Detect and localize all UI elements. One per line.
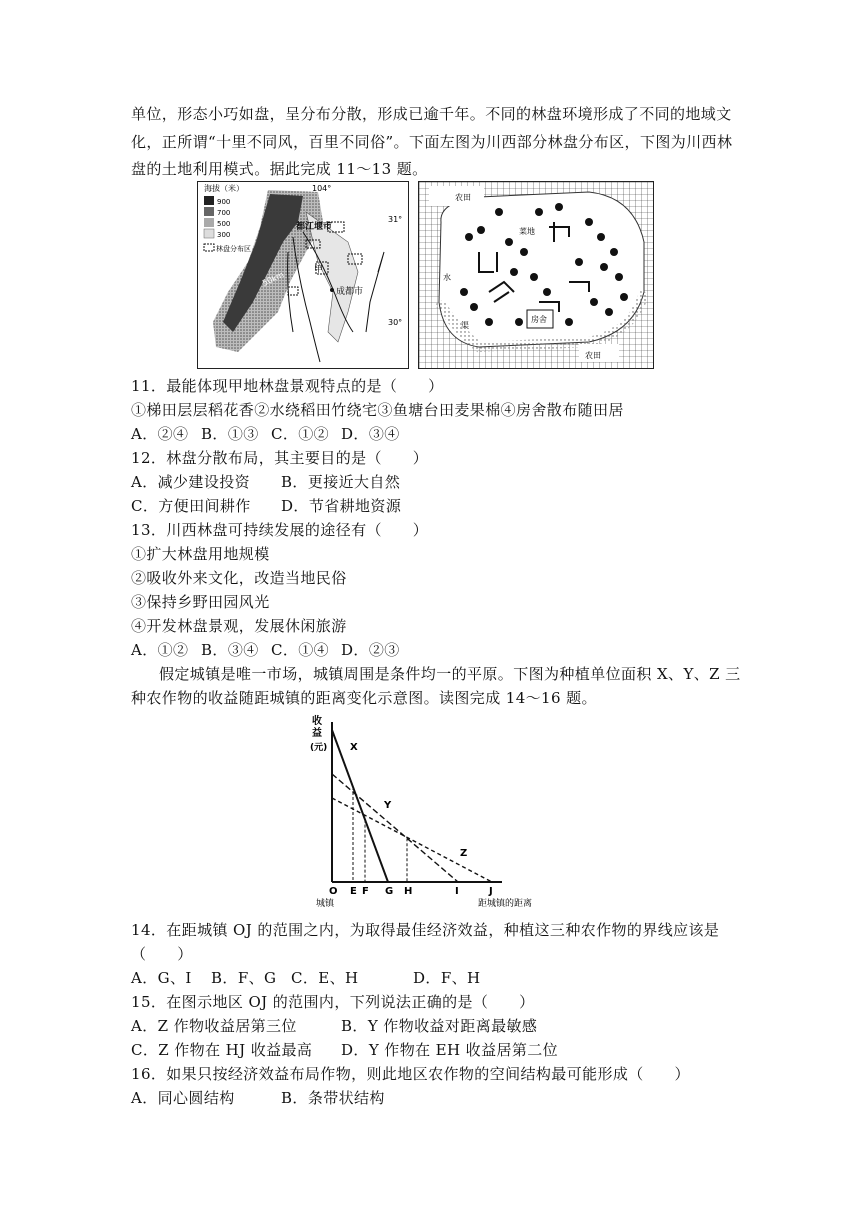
intro-line-3: 盘的土地利用模式。据此完成 11～13 题。 bbox=[131, 160, 428, 178]
q11-choices: ①梯田层层稻花香②水绕稻田竹绕宅③鱼塘台田麦果棉④房舍散布随田居 bbox=[131, 401, 624, 419]
q11-option-b[interactable]: B．①③ bbox=[201, 425, 259, 443]
q12-option-b[interactable]: B．更接近大自然 bbox=[281, 473, 401, 491]
revenue-distance-chart bbox=[302, 710, 558, 912]
q15-options-row1 bbox=[131, 1015, 537, 1037]
series-label-x: X bbox=[350, 742, 358, 753]
passage2-line-2: 种农作物的收益随距城镇的距离变化示意图。读图完成 14～16 题。 bbox=[131, 689, 597, 707]
origin-town-label: 城镇 bbox=[316, 899, 335, 909]
q14-option-a[interactable]: A．G、I bbox=[131, 969, 192, 987]
q14-options bbox=[131, 967, 481, 989]
q13-option-c[interactable]: C．①④ bbox=[271, 641, 330, 659]
series-line-z bbox=[332, 798, 492, 882]
series-label-z: Z bbox=[460, 848, 468, 859]
q14-paren: （ ） bbox=[131, 945, 193, 963]
q14-stem: 14．在距城镇 OJ 的范围之内，为取得最佳经济效益，种植这三种农作物的界线应该是 bbox=[131, 921, 720, 939]
q11-options bbox=[131, 423, 400, 445]
nongtian-top-label: 农田 bbox=[455, 193, 471, 202]
linpan-distribution-map bbox=[197, 181, 409, 369]
x-tick-h: H bbox=[404, 886, 413, 897]
chart-ylabel-2: 益 bbox=[312, 728, 322, 739]
x-tick-i: I bbox=[455, 886, 459, 897]
q13-item-4: ④开发林盘景观，发展休闲旅游 bbox=[131, 617, 347, 635]
series-label-y: Y bbox=[384, 800, 392, 811]
legend-300: 300 bbox=[217, 231, 231, 239]
x-tick-j: J bbox=[489, 886, 493, 897]
jia-label: 甲 bbox=[314, 265, 324, 275]
q16-options bbox=[131, 1087, 385, 1109]
chart-ylabel-1: 收 bbox=[312, 716, 322, 727]
q13-options bbox=[131, 639, 400, 661]
q13-item-2: ②吸收外来文化，改造当地民俗 bbox=[131, 569, 347, 587]
q15-option-c[interactable]: C．Z 作物在 HJ 收益最高 bbox=[131, 1041, 313, 1059]
latitude-30-label: 30° bbox=[388, 318, 403, 327]
q13-option-b[interactable]: B．③④ bbox=[201, 641, 259, 659]
series-line-y bbox=[332, 774, 458, 882]
q14-option-c[interactable]: C．E、H bbox=[291, 969, 359, 987]
q16-option-b[interactable]: B．条带状结构 bbox=[281, 1089, 385, 1107]
q12-stem: 12．林盘分散布局，其主要目的是（ ） bbox=[131, 449, 429, 467]
q15-option-b[interactable]: B．Y 作物收益对距离最敏感 bbox=[341, 1017, 538, 1035]
nongtian-bottom-label: 农田 bbox=[585, 351, 601, 360]
q15-option-d[interactable]: D．Y 作物在 EH 收益居第二位 bbox=[341, 1041, 559, 1059]
q11-option-d[interactable]: D．③④ bbox=[341, 425, 400, 443]
q15-stem: 15．在图示地区 OJ 的范围内，下列说法正确的是（ ） bbox=[131, 993, 535, 1011]
shui-label: 水 bbox=[443, 273, 451, 282]
q12-options-row2 bbox=[131, 495, 401, 517]
latitude-31-label: 31° bbox=[388, 215, 403, 224]
q14-option-d[interactable]: D．F、H bbox=[413, 969, 481, 987]
x-tick-e: E bbox=[350, 886, 357, 897]
dujiangyan-label: 都江堰市 bbox=[296, 222, 333, 232]
chart-xlabel: 距城镇的距离 bbox=[478, 899, 533, 909]
q13-item-3: ③保持乡野田园风光 bbox=[131, 593, 270, 611]
q14-option-b[interactable]: B．F、G bbox=[211, 969, 277, 987]
intro-line-1: 单位，形态小巧如盘，呈分布分散，形成已逾千年。不同的林盘环境形成了不同的地域文 bbox=[131, 105, 732, 123]
q13-option-d[interactable]: D．②③ bbox=[341, 641, 400, 659]
series-line-x bbox=[332, 730, 388, 882]
revenue-distance-chart-svg bbox=[302, 710, 558, 912]
chengdu-label: 成都市 bbox=[336, 287, 364, 297]
q13-stem: 13．川西林盘可持续发展的途径有（ ） bbox=[131, 521, 429, 539]
x-tick-g: G bbox=[385, 886, 394, 897]
q15-option-a[interactable]: A．Z 作物收益居第三位 bbox=[131, 1017, 297, 1035]
q12-option-c[interactable]: C．方便田间耕作 bbox=[131, 497, 251, 515]
fangshe-label: 房舍 bbox=[531, 315, 547, 324]
q12-option-d[interactable]: D．节省耕地资源 bbox=[281, 497, 402, 515]
q11-option-c[interactable]: C．①② bbox=[271, 425, 330, 443]
q12-options-row1 bbox=[131, 471, 400, 493]
legend-900: 900 bbox=[217, 198, 231, 206]
chart-ylabel-3: (元) bbox=[310, 743, 328, 753]
x-tick-o: O bbox=[329, 886, 338, 897]
legend-linpan: 林盘分布区 bbox=[216, 245, 251, 253]
q16-option-a[interactable]: A．同心圆结构 bbox=[131, 1089, 235, 1107]
q12-option-a[interactable]: A．减少建设投资 bbox=[131, 473, 251, 491]
longitude-label: 104° bbox=[312, 184, 332, 193]
q13-item-1: ①扩大林盘用地规模 bbox=[131, 545, 270, 563]
qu-label: 渠 bbox=[461, 321, 469, 330]
intro-line-2: 化，正所谓“十里不同风，百里不同俗”。下面左图为川西部分林盘分布区，下图为川西林 bbox=[131, 133, 733, 151]
legend-500: 500 bbox=[217, 220, 231, 228]
legend-title: 海拔（米） bbox=[204, 184, 244, 193]
q11-stem: 11．最能体现甲地林盘景观特点的是（ ） bbox=[131, 377, 444, 395]
q16-stem: 16．如果只按经济效益布局作物，则此地区农作物的空间结构最可能形成（ ） bbox=[131, 1065, 690, 1083]
passage2-line-1: 假定城镇是唯一市场，城镇周围是条件均一的平原。下图为种植单位面积 X、Y、Z 三 bbox=[159, 665, 741, 683]
caidi-label: 菜地 bbox=[519, 227, 535, 236]
q11-option-a[interactable]: A．②④ bbox=[131, 425, 189, 443]
scale-label: 50km bbox=[261, 270, 286, 288]
land-use-pattern-map bbox=[418, 181, 654, 369]
q13-option-a[interactable]: A．①② bbox=[131, 641, 189, 659]
x-tick-f: F bbox=[362, 886, 369, 897]
legend-700: 700 bbox=[217, 209, 231, 217]
q15-options-row2 bbox=[131, 1039, 558, 1061]
